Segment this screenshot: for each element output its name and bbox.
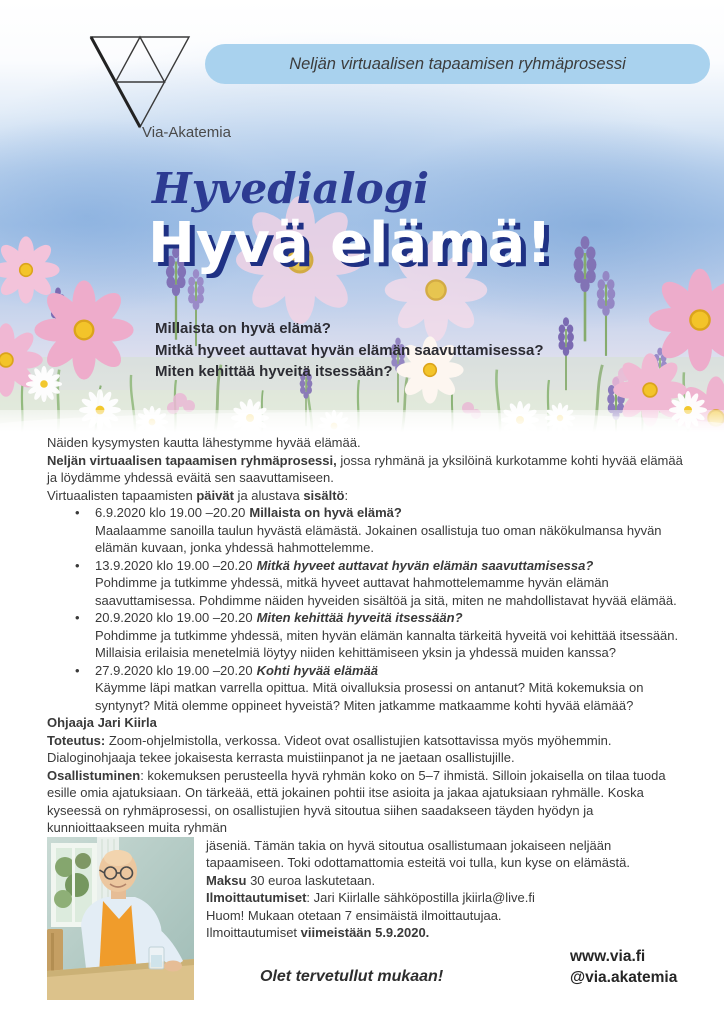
via-akatemia-logo-icon (86, 33, 194, 131)
session-desc: Maalaamme sanoilla taulun hyvästä elämästä. Jokainen osallistuja tuo oman näkökulmansa hyvän elämän kuvaan, jonka yhdessä hahmottelemme. (95, 522, 662, 555)
questions-block (155, 318, 544, 383)
main-title: Hyvä elämä! (148, 211, 553, 276)
intro-paragraph (47, 434, 692, 504)
deadline-bold: viimeistään 5.9.2020. (300, 925, 430, 940)
welcome-message: Olet tervetullut mukaan! (260, 968, 444, 985)
process-banner: Neljän virtuaalisen tapaamisen ryhmäprosessi (205, 44, 710, 84)
session-date: 13.9.2020 klo 19.00 –20.20 (95, 557, 253, 573)
body-content (47, 434, 692, 1000)
facilitator-photo (47, 837, 194, 1000)
participation-paragraph (47, 767, 692, 837)
session-desc: Käymme läpi matkan varrella opittua. Mitä oivalluksia prosessi on antanut? Mitä kokemuksia on syntynyt? Mitä olemme oppineet hyveistä? Miten jatkamme matkaamme kohti hyvää elämää? (95, 680, 644, 713)
session-item (47, 557, 692, 610)
hero-section (0, 0, 724, 432)
session-title: Mitkä hyveet auttavat hyvän elämän saavuttamisessa? (256, 557, 594, 573)
contact-links (570, 946, 677, 988)
session-date: 6.9.2020 klo 19.00 –20.20 (95, 505, 246, 520)
brand-name: Via-Akatemia (142, 124, 231, 141)
deadline-prefix: Ilmoittautumiset (206, 925, 301, 940)
session-item (47, 662, 692, 715)
question-line: Mitkä hyveet auttavat hyvän elämän saavuttamisessa? (155, 341, 544, 359)
registration-line (206, 889, 692, 907)
participation-continued: jäseniä. Tämän takia on hyvä sitoutua osallistumaan jokaiseen neljään tapaamiseen. Toki odottamattomia esteitä voi tulla, kun kyse on elämästä. (206, 837, 630, 870)
sessions-list (47, 504, 692, 714)
session-date: 20.9.2020 klo 19.00 –20.20 (95, 610, 253, 625)
schedule-mid: ja alustava (233, 487, 304, 503)
session-desc: Pohdimme ja tutkimme yhdessä, mitkä hyveet auttavat hahmottelemamme hyvän elämän saavuttamisessa. Pohdimme näiden hyveiden sisältöä ja sitä, miten ne mahdollistavat hyvää elämää. (95, 575, 677, 608)
fee-text: 30 euroa laskutetaan. (246, 872, 376, 888)
session-item (47, 609, 692, 662)
schedule-bold-content: sisältö (303, 487, 345, 503)
session-title: Millaista on hyvä elämä? (249, 505, 402, 520)
implementation-text: Zoom-ohjelmistolla, verkossa. Videot ovat osallistujien katsottavissa myös myöhemmin. Dialoginohjaaja tekee jokaisesta kerrasta muistiinpanot ja ne jaetaan osallistujille. (47, 732, 612, 765)
registration-label: Ilmoittautumiset (206, 890, 307, 905)
session-desc: Pohdimme ja tutkimme yhdessä, miten hyvän elämän kannalta tärkeitä hyveitä voi kehittää itsessään. Millaisia erilaisia menetelmiä löytyy niiden kehittämiseen yksin ja yhdessä muiden kanssa? (95, 627, 679, 660)
implementation-label: Toteutus: (47, 732, 106, 748)
script-title: Hyvedialogi (152, 164, 430, 213)
session-date: 27.9.2020 klo 19.00 –20.20 (95, 662, 253, 678)
session-item (47, 504, 692, 557)
intro-bold-lead: Neljän virtuaalisen tapaamisen ryhmäprosessi, (47, 452, 337, 468)
social-handle: @via.akatemia (570, 969, 678, 986)
registration-text: : Jari Kiirlalle sähköpostilla jkiirla@live.fi (306, 890, 535, 905)
website-url: www.via.fi (570, 948, 646, 965)
schedule-colon: : (344, 487, 349, 503)
participation-label: Osallistuminen (47, 767, 141, 783)
intro-line-2: jossa ryhmänä ja yksilöinä kurkotamme kohti hyvää elämää ja löydämme yhdessä eväitä sen saavuttamiseen. (47, 452, 683, 485)
question-line: Miten kehittää hyveitä itsessään? (155, 363, 393, 380)
session-title: Miten kehittää hyveitä itsessään? (256, 610, 463, 625)
implementation-paragraph (47, 732, 692, 767)
schedule-prefix: Virtuaalisten tapaamisten (47, 487, 197, 503)
fee-line (206, 872, 692, 890)
participation-text: : kokemuksen perusteella hyvä ryhmän koko on 5–7 ihmistä. Silloin jokaisella on tilaa tuoda esille omia ajatuksiaan. On tärkeää, että jokainen pohtii itse asioita ja jakaa ajatuksiaan ryhmälle. Koska kyseessä on ryhmäprosessi, on osallistujien hyvä sitoutua siihen saadakseen täyden hyödyn ja kunnioittaakseen muita ryhmän (47, 767, 666, 835)
question-line: Millaista on hyvä elämä? (155, 320, 331, 337)
intro-line-1: Näiden kysymysten kautta lähestymme hyvää elämää. (47, 435, 361, 450)
deadline-line (206, 924, 692, 942)
session-title: Kohti hyvää elämää (256, 662, 378, 678)
schedule-bold-days: päivät (196, 487, 234, 503)
fee-label: Maksu (206, 872, 247, 888)
note-line: Huom! Mukaan otetaan 7 ensimäistä ilmoittautujaa. (206, 907, 502, 923)
facilitator-heading: Ohjaaja Jari Kiirla (47, 715, 157, 730)
